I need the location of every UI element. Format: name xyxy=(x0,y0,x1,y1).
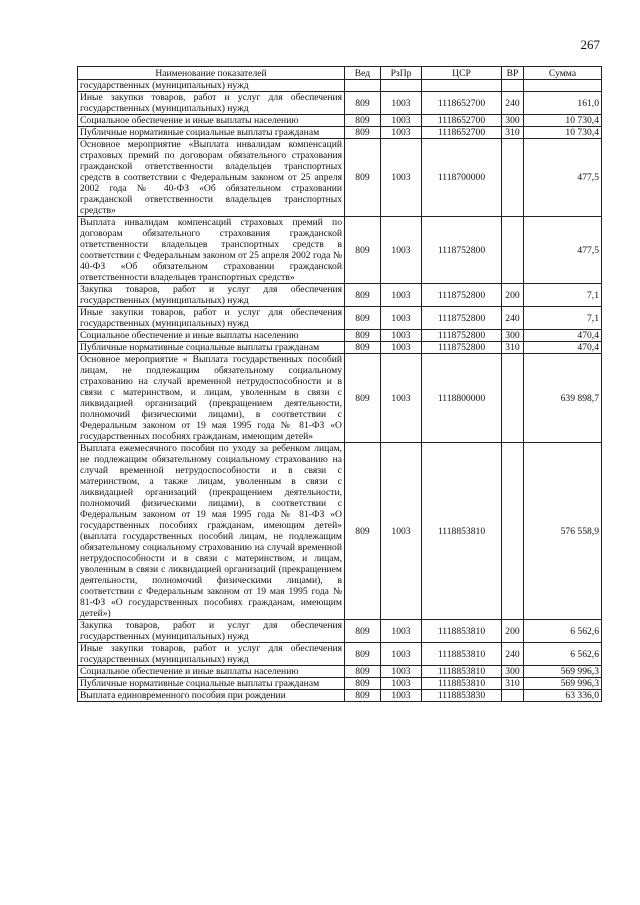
cell-rzpr: 1003 xyxy=(381,342,422,354)
table-row xyxy=(78,330,602,342)
cell-rzpr: 1003 xyxy=(381,127,422,139)
header-csr: ЦСР xyxy=(422,67,502,80)
cell-rzpr: 1003 xyxy=(381,284,422,307)
cell-sum: 470,4 xyxy=(524,330,602,342)
cell-sum: 7,1 xyxy=(524,307,602,330)
cell-vr xyxy=(502,80,524,92)
cell-ved: 809 xyxy=(345,643,381,666)
header-name: Наименование показателей xyxy=(78,67,345,80)
cell-name: Иные закупки товаров, работ и услуг для обеспечения государственных (муниципальных) нужд xyxy=(78,307,345,330)
cell-vr: 300 xyxy=(502,330,524,342)
header-vr: ВР xyxy=(502,67,524,80)
cell-ved: 809 xyxy=(345,690,381,702)
cell-rzpr xyxy=(381,80,422,92)
cell-rzpr: 1003 xyxy=(381,217,422,284)
cell-rzpr: 1003 xyxy=(381,620,422,643)
table-row xyxy=(78,217,602,284)
table-row xyxy=(78,690,602,702)
cell-ved: 809 xyxy=(345,330,381,342)
cell-vr xyxy=(502,139,524,217)
cell-sum xyxy=(524,80,602,92)
cell-rzpr: 1003 xyxy=(381,139,422,217)
cell-csr: 1118752800 xyxy=(422,284,502,307)
table-row xyxy=(78,643,602,666)
table-row xyxy=(78,307,602,330)
cell-vr xyxy=(502,690,524,702)
header-sum: Сумма xyxy=(524,67,602,80)
cell-csr xyxy=(422,80,502,92)
cell-vr: 300 xyxy=(502,115,524,127)
cell-name: Социальное обеспечение и иные выплаты населению xyxy=(78,115,345,127)
cell-csr: 1118652700 xyxy=(422,127,502,139)
table-row xyxy=(78,443,602,620)
cell-csr: 1118652700 xyxy=(422,115,502,127)
table-row xyxy=(78,620,602,643)
cell-rzpr: 1003 xyxy=(381,678,422,690)
cell-sum: 569 996,3 xyxy=(524,666,602,678)
cell-name: Социальное обеспечение и иные выплаты населению xyxy=(78,330,345,342)
table-row xyxy=(78,342,602,354)
cell-csr: 1118800000 xyxy=(422,354,502,443)
cell-name: Иные закупки товаров, работ и услуг для обеспечения государственных (муниципальных) нужд xyxy=(78,643,345,666)
cell-name: государственных (муниципальных) нужд xyxy=(78,80,345,92)
cell-csr: 1118652700 xyxy=(422,92,502,115)
cell-vr: 200 xyxy=(502,620,524,643)
cell-csr: 1118853810 xyxy=(422,666,502,678)
cell-ved: 809 xyxy=(345,666,381,678)
cell-vr: 200 xyxy=(502,284,524,307)
cell-vr: 240 xyxy=(502,643,524,666)
cell-ved: 809 xyxy=(345,92,381,115)
cell-name: Выплата инвалидам компенсаций страховых премий по договорам обязательного страхования гражданской ответственности владельцев транспортных средств в соответствии с Федеральным законом от 25 апреля 2002 года № 40-ФЗ «Об обязательном страховании гражданской ответственности владельцев транспортных средств» xyxy=(78,217,345,284)
cell-csr: 1118853810 xyxy=(422,620,502,643)
cell-csr: 1118752800 xyxy=(422,217,502,284)
cell-vr xyxy=(502,217,524,284)
header-rzpr: РзПр xyxy=(381,67,422,80)
cell-rzpr: 1003 xyxy=(381,354,422,443)
cell-name: Публичные нормативные социальные выплаты гражданам xyxy=(78,127,345,139)
cell-csr: 1118853810 xyxy=(422,678,502,690)
cell-sum: 10 730,4 xyxy=(524,115,602,127)
cell-name: Закупка товаров, работ и услуг для обеспечения государственных (муниципальных) нужд xyxy=(78,284,345,307)
cell-rzpr: 1003 xyxy=(381,690,422,702)
header-ved: Вед xyxy=(345,67,381,80)
cell-ved: 809 xyxy=(345,115,381,127)
cell-name: Иные закупки товаров, работ и услуг для обеспечения государственных (муниципальных) нужд xyxy=(78,92,345,115)
table-row xyxy=(78,127,602,139)
cell-sum: 7,1 xyxy=(524,284,602,307)
page-number: 267 xyxy=(580,37,600,52)
cell-vr: 300 xyxy=(502,666,524,678)
table-row xyxy=(78,678,602,690)
cell-sum: 161,0 xyxy=(524,92,602,115)
cell-ved: 809 xyxy=(345,342,381,354)
cell-csr: 1118700000 xyxy=(422,139,502,217)
table-row xyxy=(78,666,602,678)
cell-rzpr: 1003 xyxy=(381,307,422,330)
cell-ved: 809 xyxy=(345,307,381,330)
cell-sum: 576 558,9 xyxy=(524,443,602,620)
cell-ved: 809 xyxy=(345,284,381,307)
cell-csr: 1118752800 xyxy=(422,307,502,330)
cell-name: Закупка товаров, работ и услуг для обеспечения государственных (муниципальных) нужд xyxy=(78,620,345,643)
cell-ved: 809 xyxy=(345,620,381,643)
table-row xyxy=(78,92,602,115)
cell-name: Выплата ежемесячного пособия по уходу за ребенком лицам, не подлежащим обязательному социальному страхованию на случай временной нетрудоспособности и в связи с материнством, а также лицам, уволенным в связи с ликвидацией организаций (прекращением деятельности, полномочий физическими лицами), в соответствии с Федеральным законом от 19 мая 1995 года № 81-ФЗ «О государственных пособиях гражданам, имеющим детей» (выплата государственных пособий лицам, не подлежащим обязательному социальному страхованию на случай временной нетрудоспособности и в связи с материнством, и лицам, уволенным в связи с ликвидацией организаций (прекращением деятельности, полномочий физическими лицами), в соответствии с Федеральным законом от 19 мая 1995 года № 81-ФЗ «О государственных пособиях гражданам, имеющим детей») xyxy=(78,443,345,620)
cell-sum: 470,4 xyxy=(524,342,602,354)
table-row xyxy=(78,80,602,92)
cell-rzpr: 1003 xyxy=(381,92,422,115)
cell-rzpr: 1003 xyxy=(381,443,422,620)
table-header-row xyxy=(78,67,602,80)
table-row xyxy=(78,139,602,217)
cell-vr: 240 xyxy=(502,92,524,115)
cell-vr: 310 xyxy=(502,127,524,139)
cell-sum: 569 996,3 xyxy=(524,678,602,690)
cell-sum: 6 562,6 xyxy=(524,643,602,666)
cell-vr xyxy=(502,354,524,443)
cell-name: Социальное обеспечение и иные выплаты населению xyxy=(78,666,345,678)
cell-sum: 6 562,6 xyxy=(524,620,602,643)
cell-vr: 310 xyxy=(502,678,524,690)
cell-ved: 809 xyxy=(345,139,381,217)
cell-csr: 1118853810 xyxy=(422,643,502,666)
cell-rzpr: 1003 xyxy=(381,643,422,666)
cell-vr: 240 xyxy=(502,307,524,330)
cell-rzpr: 1003 xyxy=(381,330,422,342)
cell-ved xyxy=(345,80,381,92)
table-row xyxy=(78,354,602,443)
cell-ved: 809 xyxy=(345,217,381,284)
cell-name: Публичные нормативные социальные выплаты гражданам xyxy=(78,678,345,690)
cell-csr: 1118853830 xyxy=(422,690,502,702)
table-body xyxy=(78,80,602,702)
cell-name: Основное мероприятие « Выплата государственных пособий лицам, не подлежащим обязательному социальному страхованию на случай временной нетрудоспособности и в связи с материнством, и лицам, уволенным в связи с ликвидацией организаций (прекращением деятельности, полномочий физическими лицами), в соответствии с Федеральным законом от 19 мая 1995 года № 81-ФЗ «О государственных пособиях гражданам, имеющим детей» xyxy=(78,354,345,443)
cell-sum: 477,5 xyxy=(524,217,602,284)
cell-csr: 1118752800 xyxy=(422,330,502,342)
cell-sum: 639 898,7 xyxy=(524,354,602,443)
cell-sum: 10 730,4 xyxy=(524,127,602,139)
cell-vr: 310 xyxy=(502,342,524,354)
cell-sum: 63 336,0 xyxy=(524,690,602,702)
table-row xyxy=(78,284,602,307)
cell-ved: 809 xyxy=(345,354,381,443)
cell-name: Основное мероприятие «Выплата инвалидам компенсаций страховых премий по договорам обязательного страхования гражданской ответственности владельцев транспортных средств в соответствии с Федеральным законом от 25 апреля 2002 года № 40-ФЗ «Об обязательном страховании гражданской ответственности владельцев транспортных средств» xyxy=(78,139,345,217)
cell-name: Публичные нормативные социальные выплаты гражданам xyxy=(78,342,345,354)
cell-csr: 1118853810 xyxy=(422,443,502,620)
cell-csr: 1118752800 xyxy=(422,342,502,354)
cell-name: Выплата единовременного пособия при рождении xyxy=(78,690,345,702)
table-row xyxy=(78,115,602,127)
cell-ved: 809 xyxy=(345,127,381,139)
cell-sum: 477,5 xyxy=(524,139,602,217)
cell-rzpr: 1003 xyxy=(381,666,422,678)
cell-ved: 809 xyxy=(345,678,381,690)
budget-table xyxy=(77,66,602,702)
cell-rzpr: 1003 xyxy=(381,115,422,127)
cell-ved: 809 xyxy=(345,443,381,620)
cell-vr xyxy=(502,443,524,620)
